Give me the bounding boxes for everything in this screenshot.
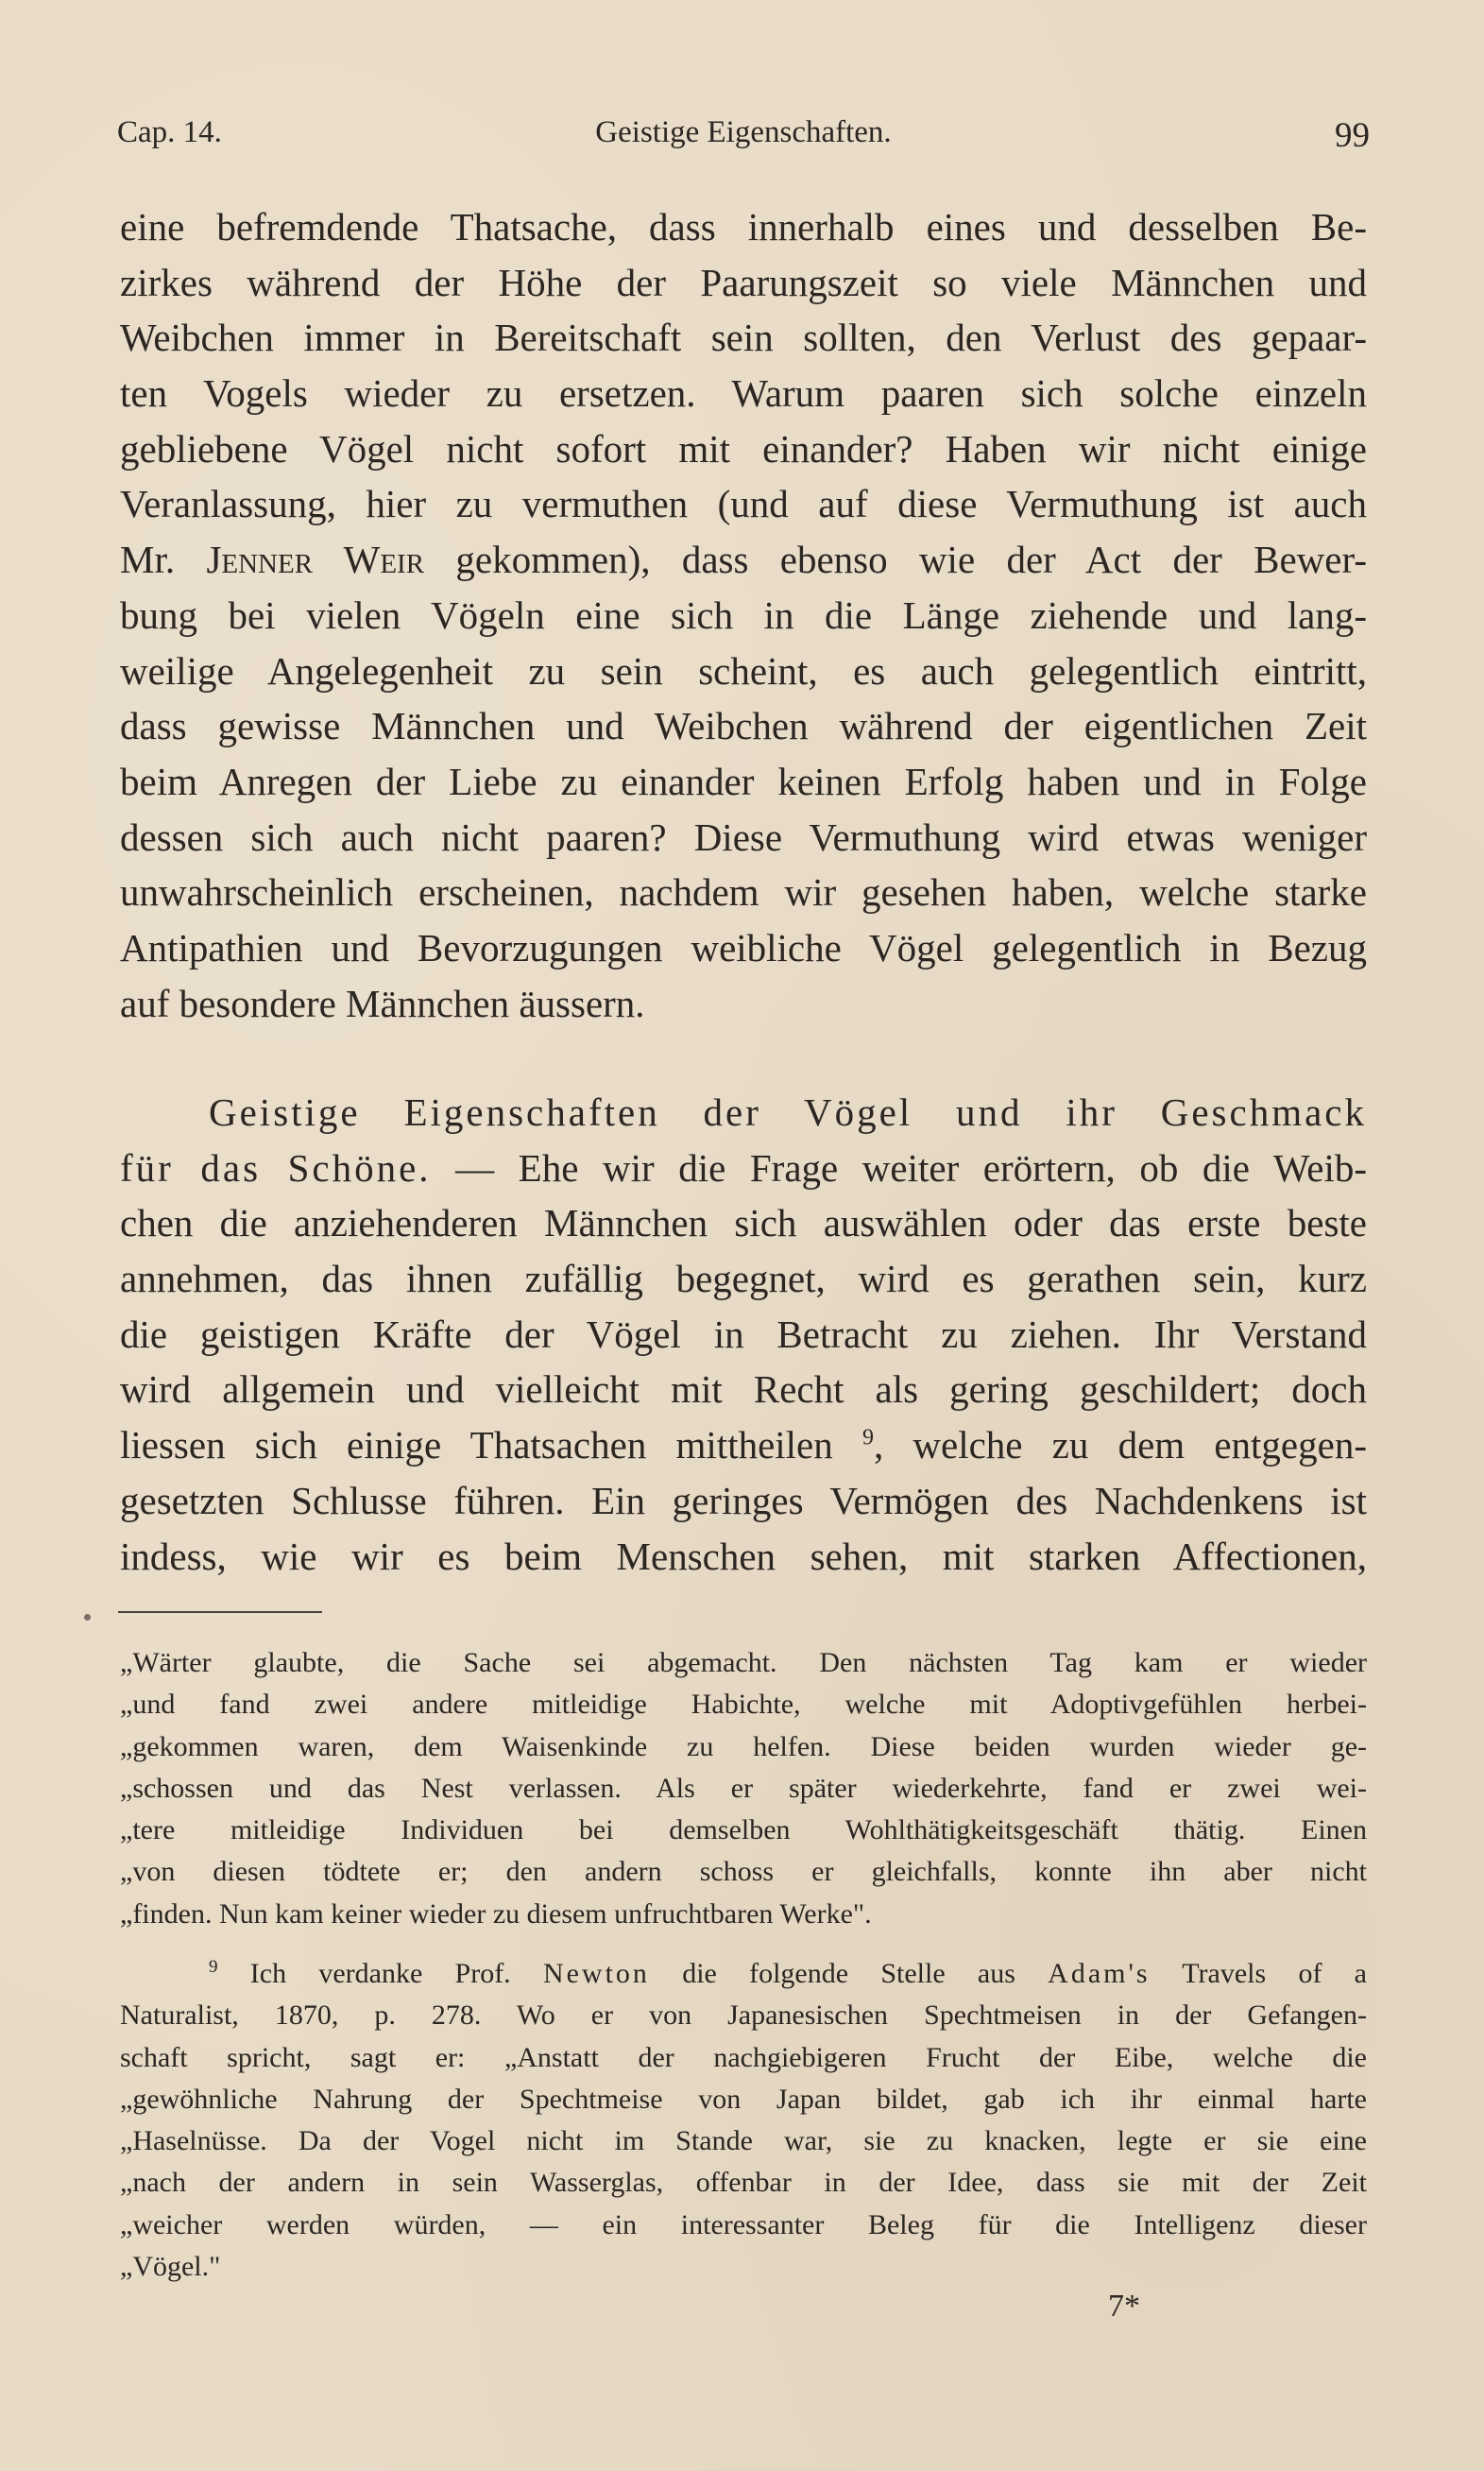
text-line: beim Anregen der Liebe zu einander keinen Erfolg haben und in Folge [120,759,1367,803]
text-line: zirkes während der Höhe der Paarungszeit so viele Männchen und [120,260,1367,304]
page-blemish [84,1614,91,1621]
page-number: 99 [1335,116,1370,155]
text-line: unwahrscheinlich erscheinen, nachdem wir gesehen haben, welche starke [120,870,1367,915]
paragraph-continued [120,199,1367,1031]
footnote-line: „gekommen waren, dem Waisenkinde zu helfen. Diese beiden wurden wieder ge- [120,1730,1367,1762]
text-line: die geistigen Kräfte der Vögel in Betracht zu ziehen. Ihr Verstand [120,1312,1367,1356]
footnote-line: „Vögel." [120,2251,221,2283]
text-line [120,1417,1367,1473]
signature-mark: 7* [1108,2289,1140,2324]
text-fragment: Ich verdanke Prof. [217,1958,543,1989]
footnote-line: „Haselnüsse. Da der Vogel nicht im Stande war, sie zu knacken, legte er sie eine [120,2125,1367,2157]
text-line: indess, wie wir es beim Menschen sehen, mit starken Affectionen, [120,1534,1367,1578]
text-line: ten Vogels wieder zu ersetzen. Warum paaren sich solche einzeln [120,371,1367,416]
footnote-line [120,1953,1367,1995]
text-line: wird allgemein und vielleicht mit Recht als gering geschildert; doch [120,1367,1367,1412]
section-heading-continued: für das Schöne. [120,1145,432,1190]
footnote-line: „nach der andern in sein Wasserglas, offenbar in der Idee, dass sie mit der Zeit [120,2167,1367,2199]
text-line: Weibchen immer in Bereitschaft sein sollten, den Verlust des gepaar- [120,316,1367,360]
running-header [117,115,1370,163]
text-line: eine befremdende Thatsache, dass innerhalb eines und desselben Be- [120,205,1367,249]
footnote-line: „schossen und das Nest verlassen. Als er später wiederkehrte, fand er zwei wei- [120,1772,1367,1804]
text-fragment: die folgende Stelle aus [649,1958,1049,1989]
footnote-ref: 9 [861,1425,874,1450]
text-line [120,532,1367,588]
text-fragment: Mr. [120,538,207,582]
text-fragment: — Ehe wir die Frage weiter erörtern, ob die Weib- [431,1145,1367,1190]
footnote-number: 9 [209,1957,218,1977]
text-fragment: liessen sich einige Thatsachen mittheilen [120,1423,862,1467]
footnote-line: Naturalist, 1870, p. 278. Wo er von Japanesischen Spechtmeisen in der Gefangen- [120,1999,1367,2032]
footnote-line: „Wärter glaubte, die Sache sei abgemacht. Den nächsten Tag kam er wieder [120,1647,1367,1678]
section-heading: Geistige Eigenschaften der Vögel und ihr Geschmack [209,1090,1367,1134]
footnote-line: „und fand zwei andere mitleidige Habichte, welche mit Adoptivgefühlen herbei- [120,1689,1367,1721]
text-fragment: gekommen), dass ebenso wie der Act der Bewer- [424,538,1367,582]
text-line: annehmen, das ihnen zufällig begegnet, wird es gerathen sein, kurz [120,1257,1367,1301]
footnote-9 [120,1953,1367,2288]
text-line: gebliebene Vögel nicht sofort mit einander? Haben wir nicht einige [120,426,1367,471]
text-line: dass gewisse Männchen und Weibchen während der eigentlichen Zeit [120,704,1367,748]
text-line: chen die anziehenderen Männchen sich auswählen oder das erste beste [120,1201,1367,1245]
footnote-line: schaft spricht, sagt er: „Anstatt der nachgiebigeren Frucht der Eibe, welche die [120,2041,1367,2073]
section-paragraph [120,1085,1367,1584]
running-title: Geistige Eigenschaften. [595,115,892,149]
text-line: weilige Angelegenheit zu sein scheint, es auch gelegentlich eintritt, [120,648,1367,693]
footnote-line: „gewöhnliche Nahrung der Spechtmeise von Japan bildet, gab ich ihr einmal harte [120,2083,1367,2115]
author-name: Newton [542,1958,650,1989]
footnote-line: „weicher werden würden, — ein interessanter Beleg für die Intelligenz dieser [120,2208,1367,2240]
author-name: Jenner Weir [206,538,425,582]
section-heading-line [120,1085,1367,1141]
text-line: bung bei vielen Vögeln eine sich in die Länge ziehende und lang- [120,592,1367,637]
footnote-divider [118,1611,322,1613]
text-line: Veranlassung, hier zu vermuthen (und auf diese Vermuthung ist auch [120,482,1367,526]
text-line: auf besondere Männchen äussern. [120,981,645,1025]
author-name: Adam's [1048,1958,1151,1989]
footnote-line: „von diesen tödtete er; den andern schoss er gleichfalls, konnte ihn aber nicht [120,1856,1367,1888]
text-fragment: Travels of a [1150,1958,1368,1989]
text-line [120,1141,1367,1196]
text-line: Antipathien und Bevorzugungen weibliche Vögel gelegentlich in Bezug [120,925,1367,970]
footnote-line: „tere mitleidige Individuen bei demselben Wohlthätigkeitsgeschäft thätig. Einen [120,1814,1367,1846]
footnote-continuation [120,1642,1367,1935]
text-fragment: , welche zu dem entgegen- [873,1423,1367,1467]
chapter-label: Cap. 14. [117,115,222,149]
text-line: gesetzten Schlusse führen. Ein geringes Vermögen des Nachdenkens ist [120,1478,1367,1522]
footnote-line: „finden. Nun kam keiner wieder zu diesem unfruchtbaren Werke". [120,1897,872,1930]
text-line: dessen sich auch nicht paaren? Diese Vermuthung wird etwas weniger [120,815,1367,859]
